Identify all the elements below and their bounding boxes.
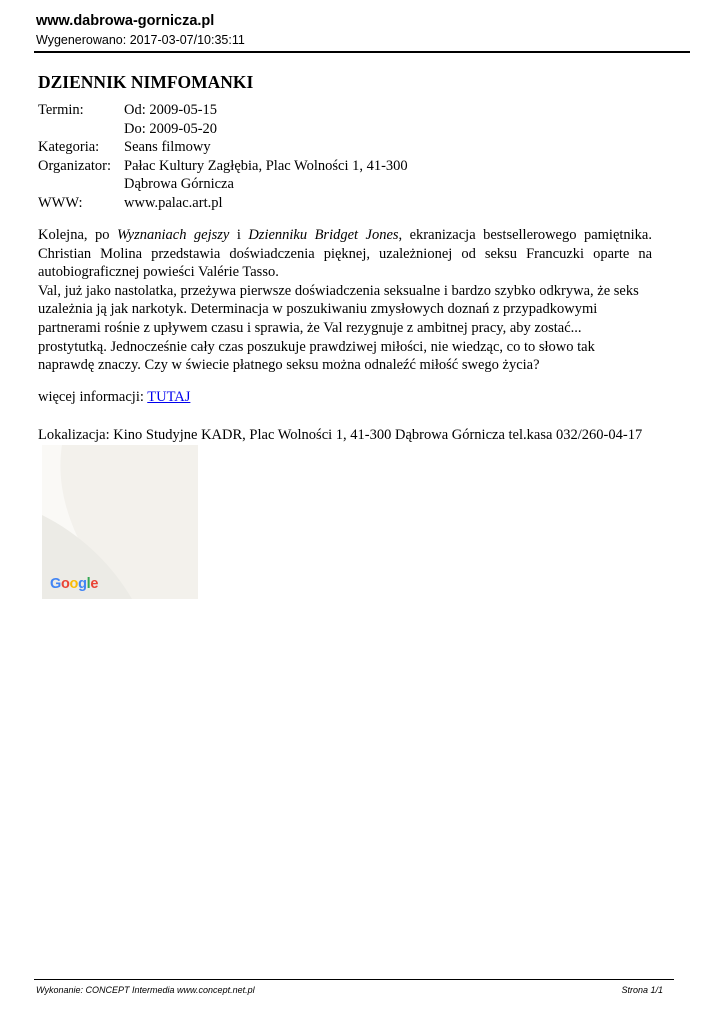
google-logo-letter: o [60,576,70,592]
detail-label: Kategoria: [38,139,100,155]
event-title: DZIENNIK NIMFOMANKI [38,72,254,92]
google-logo-letter: g [78,576,87,592]
more-info-link[interactable]: TUTAJ [147,389,191,405]
detail-value: Seans filmowy [124,139,211,155]
google-logo-letter: G [50,576,61,592]
google-logo-icon [50,576,98,592]
detail-value: Od: 2009-05-15 [124,102,218,118]
detail-row-organizer [38,157,408,176]
footer-divider [34,979,674,980]
more-info [38,389,190,406]
detail-value: Do: 2009-05-20 [124,120,218,137]
header-divider [34,51,690,53]
location-line: Lokalizacja: Kino Studyjne KADR, Plac Wolności 1, 41-300 Dąbrowa Górnicza tel.kasa 032/260-04-17 [38,427,643,443]
footer-page-number: Strona 1/1 [621,985,663,995]
detail-row-organizer-city [38,175,408,194]
detail-row-category [38,138,408,157]
film-title-emphasis: Dzienniku Bridget Jones [248,227,399,243]
google-logo-letter: o [69,576,79,592]
film-title-emphasis: Wyznaniach gejszy [116,227,230,243]
footer-credit: Wykonanie: CONCEPT Intermedia www.concept.net.pl [36,985,255,995]
detail-value: Dąbrowa Górnicza [124,176,234,192]
more-info-label: więcej informacji: [38,389,148,405]
location-map[interactable] [42,445,198,599]
description-text: Kolejna, po [38,227,117,243]
header-site-url[interactable]: www.dabrowa-gornicza.pl [36,13,215,29]
detail-label [38,175,124,194]
detail-label [38,120,124,139]
description-text: , ekranizacja bestsellerowego pamiętnika. Christian Molina przedstawia doświadczenia pięknej, uzależnionej od seksu Francuzki oparte na autobiograficznej powieści Valérie Tasso. [38,227,652,281]
detail-label: Organizator: [38,157,112,174]
event-details [38,101,408,212]
detail-label: Termin: [38,102,84,118]
description-text: i [229,227,249,243]
google-logo-letter: l [86,576,91,592]
detail-row-www [38,194,408,213]
detail-value[interactable]: www.palac.art.pl [124,194,223,211]
header-generated-timestamp: Wygenerowano: 2017-03-07/10:35:11 [36,33,245,47]
description-paragraph [38,226,652,282]
detail-row-date-from [38,101,408,120]
detail-row-date-to [38,120,408,139]
description-paragraph: Val, już jako nastolatka, przeżywa pierwsze doświadczenia seksualne i bardzo szybko odkrywa, że seks uzależnia ją jak narkotyk. Determinacja w poszukiwaniu zmysłowych doznań z przypadkowymi partnerami rośnie z upływem czasu i sprawia, że Val rezygnuje z ambitnej pracy, aby zostać... prostytutką. Jednocześnie cały czas poszukuje prawdziwej miłości, nie wiedząc, co to słowo tak naprawdę znaczy. Czy w świecie płatnego seksu można odnaleźć miłość swego życia? [38,282,639,374]
detail-value: Pałac Kultury Zagłębia, Plac Wolności 1, 41-300 [124,157,408,174]
event-description [38,226,652,375]
google-logo-letter: e [90,576,99,592]
detail-label: WWW: [38,194,83,211]
